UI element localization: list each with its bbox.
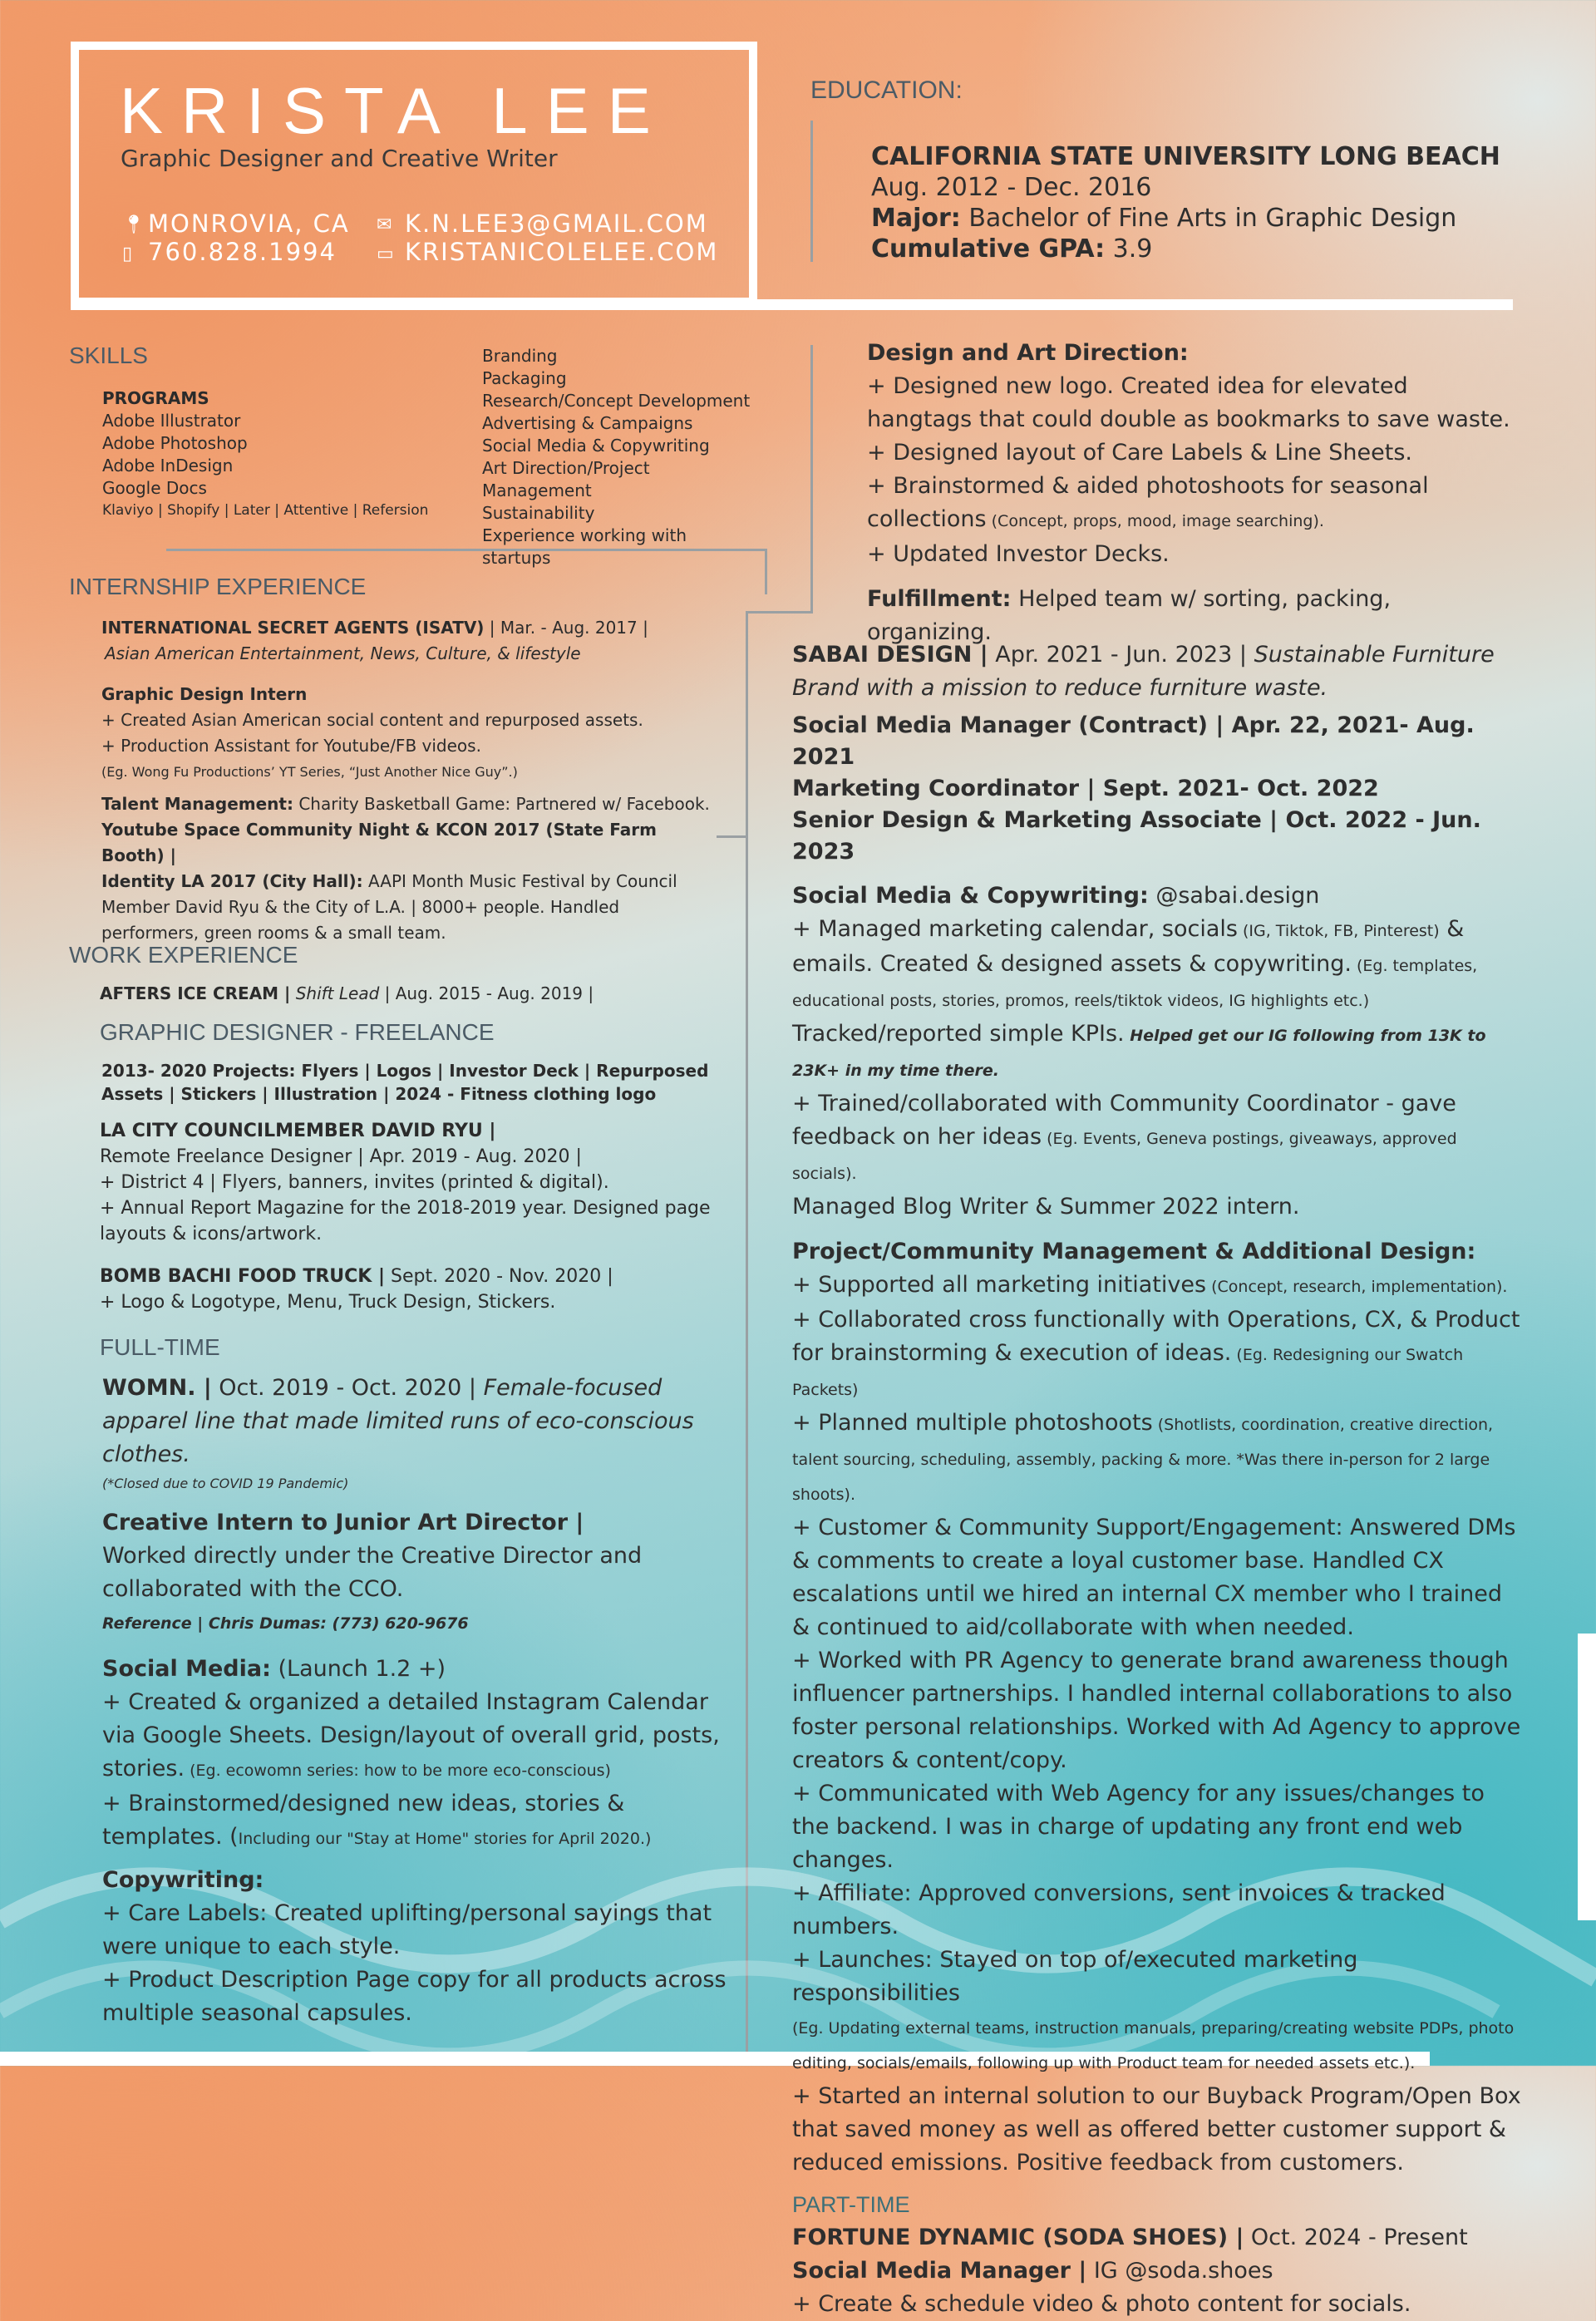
la-org: LA CITY COUNCILMEMBER DAVID RYU |: [100, 1121, 496, 1141]
skill-item: Branding: [482, 346, 558, 366]
freelance-heading: GRAPHIC DESIGNER - FREELANCE: [100, 1019, 495, 1045]
skill-item: Art Direction/Project Management: [482, 458, 650, 500]
pcm-bullet: + Collaborated cross functionally with Operations, CX, & Product for brainstorming & execution of ideas. (Eg. Redesigning our Swatch Packets): [792, 1307, 1520, 1399]
skill-item: Social Media & Copywriting: [482, 436, 710, 456]
location-pin-icon: 📍︎: [122, 214, 145, 235]
header-bottom-rule: [71, 299, 1513, 310]
internship-bullet: (Eg. Wong Fu Productions’ YT Series, “Just Another Nice Guy”.): [101, 764, 518, 780]
smc-bullet: + Trained/collaborated with Community Coordinator - gave feedback on her ideas (Eg. Events, Geneva postings, giveaways, approved socials).: [792, 1091, 1457, 1183]
smc-bullet: Managed Blog Writer & Summer 2022 intern.: [792, 1194, 1300, 1220]
internship-heading: INTERNSHIP EXPERIENCE: [69, 574, 367, 599]
candidate-title: Graphic Designer and Creative Writer: [121, 145, 558, 172]
womn-role-desc: Worked directly under the Creative Director and collaborated with the CCO.: [102, 1543, 643, 1602]
skills-heading: SKILLS: [69, 342, 148, 368]
skill-item: Packaging: [482, 368, 567, 388]
la-bullet: + Annual Report Magazine for the 2018-2019 year. Designed page layouts & icons/artwork.: [100, 1198, 711, 1244]
fulfillment: Fulfillment: Helped team w/ sorting, packing, organizing.: [867, 586, 1392, 645]
skill-item: Experience working with startups: [482, 525, 687, 568]
work-heading: WORK EXPERIENCE: [69, 942, 298, 968]
copywriting-bullet: + Product Description Page copy for all products across multiple seasonal capsules.: [102, 1967, 727, 2026]
smc-label: Social Media & Copywriting: @sabai.design: [792, 883, 1320, 909]
pcm-bullet: + Started an internal solution to our Buyback Program/Open Box that saved money as well as offered better customer support & reduced emissions. Positive feedback from customers.: [792, 2083, 1521, 2176]
bomb-block: [100, 1264, 732, 1315]
smc-bullet: + Managed marketing calendar, socials (IG, Tiktok, FB, Pinterest) & emails. Created & designed assets & copywriting. (Eg. templates, educational posts, stories, promos, reels/tiktok videos, IG highlights etc.) Tracked/reported simple KPIs. Helped get our IG following from 13K to 23K+ in my time there.: [792, 916, 1486, 1080]
skills-list: [482, 345, 756, 569]
pcm-bullet: + Affiliate: Approved conversions, sent invoices & tracked numbers.: [792, 1880, 1446, 1939]
mail-icon: ✉: [377, 214, 392, 235]
program-item: Adobe Photoshop: [102, 433, 248, 453]
connector-line: [717, 835, 748, 838]
sabai-block: [792, 638, 1524, 2321]
connector-line: [810, 345, 813, 611]
internship-org-line: INTERNATIONAL SECRET AGENTS (ISATV) | Mar. - Aug. 2017 |: [101, 618, 648, 638]
la-role: Remote Freelance Designer | Apr. 2019 - Aug. 2020 |: [100, 1146, 582, 1167]
programs-block: [102, 387, 451, 522]
sabai-role: Senior Design & Marketing Associate | Oct. 2022 - Jun. 2023: [792, 807, 1481, 865]
fortune-role-line: Social Media Manager | IG @soda.shoes: [792, 2258, 1273, 2284]
design-bullet: + Designed layout of Care Labels & Line Sheets.: [867, 440, 1412, 466]
school-name: CALIFORNIA STATE UNIVERSITY LONG BEACH: [871, 142, 1500, 171]
parttime-heading: PART-TIME: [792, 2192, 910, 2217]
program-item: Adobe Illustrator: [102, 411, 241, 431]
program-item: Google Docs: [102, 478, 207, 498]
programs-heading: PROGRAMS: [102, 388, 209, 408]
email-link[interactable]: K.N.LEE3@GMAIL.COM: [405, 209, 708, 238]
education-heading: EDUCATION:: [810, 76, 963, 104]
education-divider: [810, 121, 813, 262]
laptop-icon: ▭: [377, 244, 394, 264]
fortune-org-line: FORTUNE DYNAMIC (SODA SHOES) | Oct. 2024 - Present: [792, 2225, 1468, 2250]
pcm-bullet: + Communicated with Web Agency for any issues/changes to the backend. I was in charge of updating any front end web changes.: [792, 1781, 1485, 1873]
internship-org-desc: Asian American Entertainment, News, Culture, & lifestyle: [105, 643, 581, 663]
sabai-role: Marketing Coordinator | Sept. 2021- Oct. 2022: [792, 776, 1379, 801]
skill-item: Research/Concept Development: [482, 391, 751, 411]
phone-text[interactable]: 760.828.1994: [148, 238, 337, 266]
design-bullet: + Updated Investor Decks.: [867, 541, 1170, 567]
location-text: MONROVIA, CA: [148, 209, 350, 238]
social-media-section: Social Media: (Launch 1.2 +): [102, 1656, 446, 1682]
pcm-bullet: + Customer & Community Support/Engagement: Answered DMs & comments to create a loyal customer base. Handled CX escalations until we hired an internal CX member who I trained & continued to aid/collaborate with when needed.: [792, 1515, 1516, 1640]
fortune-bullet: + Create & schedule video & photo content for socials.: [792, 2291, 1411, 2317]
freelance-projects: 2013- 2020 Projects: Flyers | Logos | Investor Deck | Repurposed Assets | Stickers | Illustration | 2024 - Fitness clothing logo: [101, 1061, 709, 1104]
social-media-bullet: + Created & organized a detailed Instagram Calendar via Google Sheets. Design/layout of overall grid, posts, stories. (Eg. ecowomn series: how to be more eco-conscious): [102, 1689, 720, 1781]
bomb-bullet: + Logo & Logotype, Menu, Truck Design, Stickers.: [100, 1292, 556, 1313]
la-block: [100, 1118, 732, 1247]
copywriting-label: Copywriting:: [102, 1867, 264, 1893]
internship-role: Graphic Design Intern: [101, 684, 308, 704]
pcm-bullet: + Supported all marketing initiatives (Concept, research, implementation).: [792, 1272, 1508, 1298]
internship-bullet: + Created Asian American social content and repurposed assets.: [101, 710, 643, 730]
copywriting-bullet: + Care Labels: Created uplifting/personal sayings that were unique to each style.: [102, 1900, 712, 1959]
pcm-bullet: + Planned multiple photoshoots (Shotlists, coordination, creative direction, talent sourcing, scheduling, assembly, packing & more. *Was there in-person for 2 large shoots).: [792, 1410, 1494, 1504]
tools-list: Klaviyo | Shopify | Later | Attentive | Refersion: [102, 502, 429, 519]
social-media-bullet: + Brainstormed/designed new ideas, stories & templates. (Including our "Stay at Home" stories for April 2020.): [102, 1791, 652, 1850]
design-bullet: + Designed new logo. Created idea for elevated hangtags that could double as bookmarks to save waste.: [867, 373, 1510, 432]
pcm-bullet: + Launches: Stayed on top of/executed marketing responsibilities (Eg. Updating external teams, instruction manuals, preparing/creating website PDPs, photo editing, socials/emails, following up with Product team for needed assets etc.).: [792, 1947, 1515, 2072]
connector-line: [746, 611, 813, 614]
education-gpa: Cumulative GPA: 3.9: [871, 234, 1153, 264]
education-dates: Aug. 2012 - Dec. 2016: [871, 173, 1152, 202]
pcm-label: Project/Community Management & Additional Design:: [792, 1239, 1476, 1264]
womn-block: [102, 1372, 734, 2030]
la-bullet: + District 4 | Flyers, banners, invites (printed & digital).: [100, 1172, 609, 1193]
fulltime-heading: FULL-TIME: [100, 1334, 220, 1360]
design-block: [867, 337, 1515, 649]
education-major: Major: Bachelor of Fine Arts in Graphic Design: [871, 204, 1457, 233]
phone-icon: ▯: [122, 244, 133, 264]
talent-management: Talent Management: Charity Basketball Game: Partnered w/ Facebook. Youtube Space Community Night & KCON 2017 (State Farm Booth) | Identity LA 2017 (City Hall): AAPI Month Music Festival by Council Member David Ryu & the City of L.A. | 8000+ people. Handled performers, green rooms & a small team.: [101, 794, 710, 943]
candidate-name: KRISTA LEE: [120, 74, 669, 147]
sabai-org-line: SABAI DESIGN | Apr. 2021 - Jun. 2023 | Sustainable Furniture Brand with a mission to reduce furniture waste.: [792, 642, 1495, 701]
internship-bullet: + Production Assistant for Youtube/FB videos.: [101, 736, 481, 756]
sabai-role: Social Media Manager (Contract) | Apr. 22, 2021- Aug. 2021: [792, 712, 1475, 770]
pcm-bullet: + Worked with PR Agency to generate brand awareness though influencer partnerships. I handled internal collaborations to also foster personal relationships. Worked with Ad Agency to approve creators & content/copy.: [792, 1648, 1521, 1773]
skill-item: Advertising & Campaigns: [482, 413, 693, 433]
education-block: [871, 141, 1503, 264]
reference: Reference | Chris Dumas: (773) 620-9676: [102, 1614, 469, 1633]
womn-role: Creative Intern to Junior Art Director |: [102, 1510, 584, 1535]
afters-line: AFTERS ICE CREAM | Shift Lead | Aug. 2015 - Aug. 2019 |: [100, 983, 594, 1003]
website-link[interactable]: KRISTANICOLELEE.COM: [405, 238, 719, 266]
skill-item: Sustainability: [482, 503, 595, 523]
design-bullet: + Brainstormed & aided photoshoots for seasonal collections (Concept, props, mood, image searching).: [867, 473, 1429, 532]
connector-line: [765, 549, 767, 594]
womn-note: (*Closed due to COVID 19 Pandemic): [102, 1476, 349, 1491]
design-label: Design and Art Direction:: [867, 340, 1189, 366]
bomb-org-line: BOMB BACHI FOOD TRUCK | Sept. 2020 - Nov. 2020 |: [100, 1266, 613, 1287]
connector-line: [746, 611, 748, 2062]
womn-org-line: WOMN. | Oct. 2019 - Oct. 2020 | Female-focused apparel line that made limited runs of eco-conscious clothes.: [102, 1375, 694, 1467]
program-item: Adobe InDesign: [102, 456, 234, 476]
internship-block: [101, 615, 717, 946]
